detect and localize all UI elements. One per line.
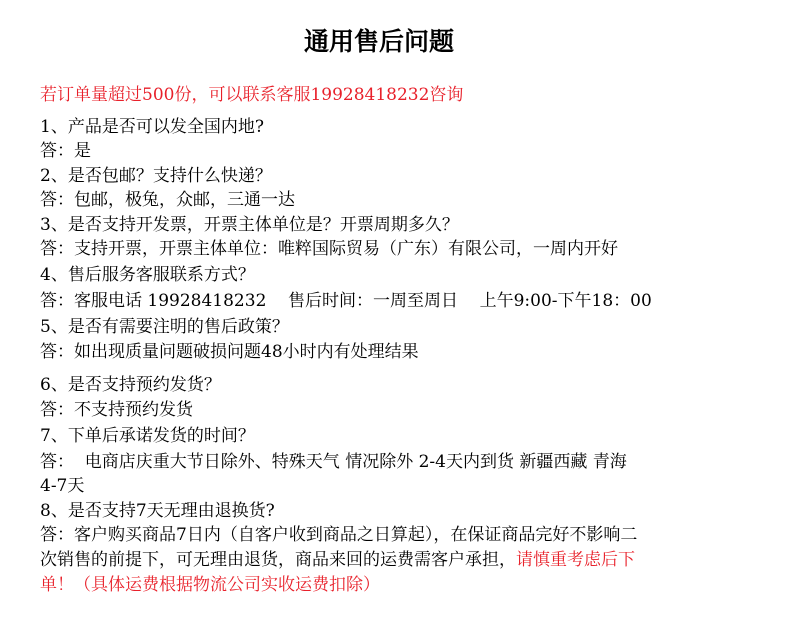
answer-7-line-2: 4-7天 [40, 476, 85, 496]
answer-5: 答：如出现质量问题破损问题48小时内有处理结果 [40, 342, 419, 362]
question-3: 3、是否支持开发票，开票主体单位是？开票周期多久？ [40, 215, 459, 235]
answer-8-line-2-text: 次销售的前提下，可无理由退货，商品来回的运费需客户承担， [40, 550, 516, 570]
answer-1: 答：是 [40, 141, 91, 161]
answer-8-line-1: 答：客户购买商品7日内（自客户收到商品之日算起），在保证商品完好不影响二 [40, 525, 638, 545]
question-6: 6、是否支持预约发货？ [40, 375, 221, 395]
answer-3: 答：支持开票，开票主体单位：唯粹国际贸易（广东）有限公司，一周内开好 [40, 239, 618, 259]
answer-8-line-2 [40, 547, 635, 573]
page-title: 通用售后问题 [303, 27, 454, 56]
order-volume-notice: 若订单量超过500份，可以联系客服19928418232咨询 [40, 85, 464, 105]
answer-4: 答：客服电话 19928418232 售后时间：一周至周日 上午9:00-下午18：00 [40, 291, 652, 311]
question-8: 8、是否支持7天无理由退换货? [40, 501, 275, 521]
answer-2: 答：包邮，极兔，众邮，三通一达 [40, 190, 295, 210]
answer-7-line-1: 答： 电商店庆重大节日除外、特殊天气 情况除外 2-4天内到货 新疆西藏 青海 [40, 452, 627, 472]
question-7: 7、下单后承诺发货的时间？ [40, 426, 255, 446]
question-4: 4、售后服务客服联系方式？ [40, 265, 255, 285]
question-1: 1、产品是否可以发全国内地? [40, 117, 264, 137]
question-2: 2、是否包邮？支持什么快递？ [40, 166, 272, 186]
answer-6: 答：不支持预约发货 [40, 400, 193, 420]
answer-8-warning: 请慎重考虑后下 [516, 550, 635, 570]
question-5: 5、是否有需要注明的售后政策？ [40, 317, 289, 337]
answer-8-line-3: 单！（具体运费根据物流公司实收运费扣除） [40, 575, 380, 595]
